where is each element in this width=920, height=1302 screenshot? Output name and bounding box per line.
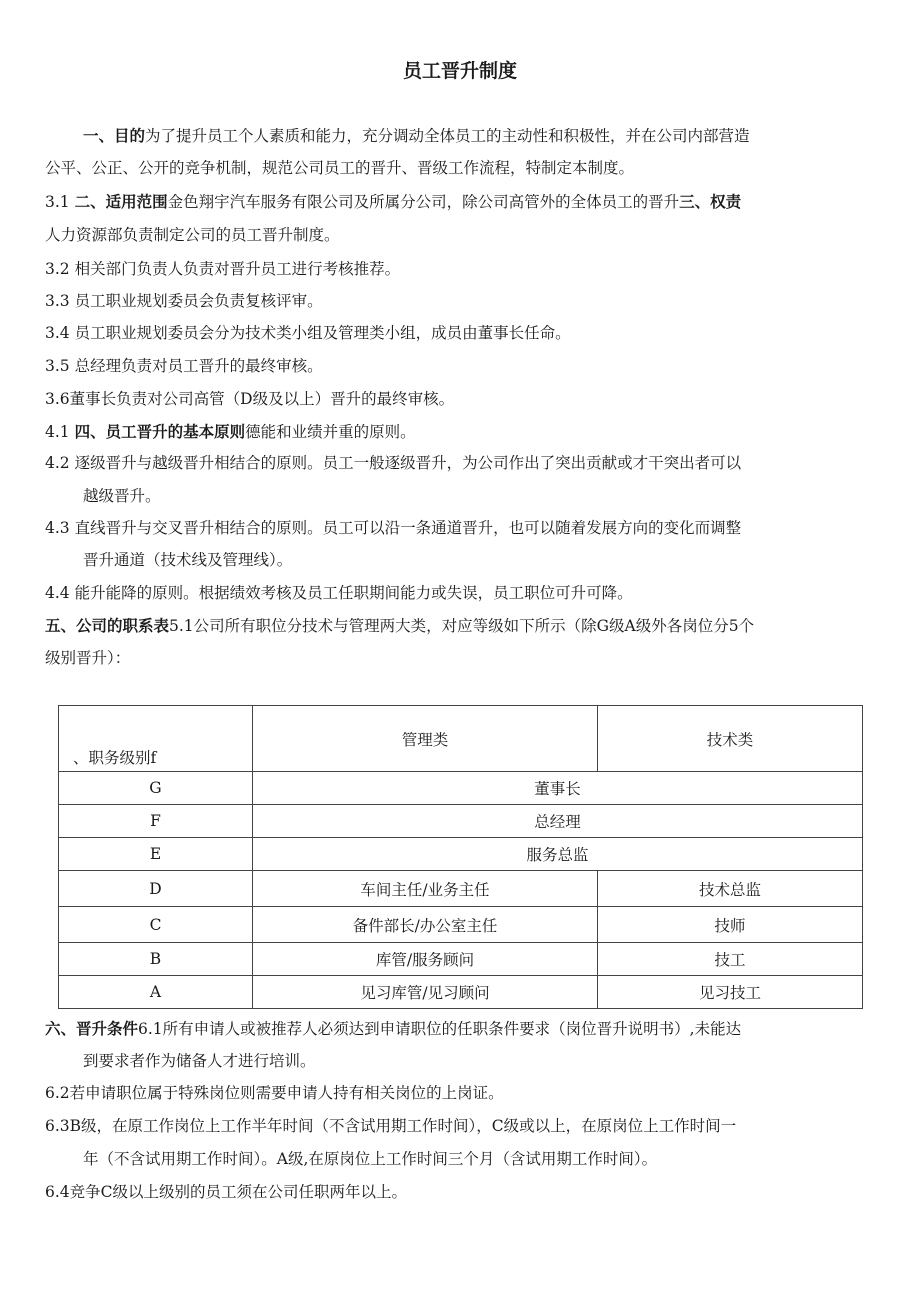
clause-3-1-text: 人力资源部负责制定公司的员工晋升制度。 bbox=[45, 226, 340, 244]
table-row bbox=[59, 976, 863, 1009]
grade-cell: F bbox=[59, 805, 253, 838]
purpose-text-1: 为了提升员工个人素质和能力，充分调动全体员工的主动性和积极性，并在公司内部营造 bbox=[145, 127, 750, 145]
clause-4-2: 4.2 逐级晋升与越级晋升相结合的原则。员工一般逐级晋升，为公司作出了突出贡献或才干突出者可以 bbox=[45, 454, 742, 472]
header-management: 管理类 bbox=[253, 706, 598, 772]
principle-paragraph bbox=[45, 422, 416, 442]
grade-cell: B bbox=[59, 943, 253, 976]
clause-6-2: 6.2若申请职位属于特殊岗位则需要申请人持有相关岗位的上岗证。 bbox=[45, 1084, 504, 1102]
clause-3-3: 3.3 员工职业规划委员会负责复核评审。 bbox=[45, 292, 323, 310]
clause-5-1-text: 5.1公司所有职位分技术与管理两大类，对应等级如下所示（除G级A级外各岗位分5个 bbox=[169, 617, 755, 635]
clause-4-3: 4.3 直线晋升与交叉晋升相结合的原则。员工可以沿一条通道晋升，也可以随着发展方向的变化而调整 bbox=[45, 519, 742, 537]
document-title: 员工晋升制度 bbox=[402, 60, 517, 82]
grade-cell: G bbox=[59, 772, 253, 805]
conditions-heading: 六、晋升条件 bbox=[45, 1020, 139, 1038]
technical-cell: 技师 bbox=[598, 907, 863, 943]
principle-heading: 四、员工晋升的基本原则 bbox=[74, 423, 246, 441]
purpose-heading: 一、目的 bbox=[83, 127, 146, 145]
purpose-text-2: 公平、公正、公开的竞争机制，规范公司员工的晋升、晋级工作流程，特制定本制度。 bbox=[45, 159, 635, 177]
grade-cell: E bbox=[59, 838, 253, 871]
table-row bbox=[59, 838, 863, 871]
grade-table bbox=[58, 705, 863, 1009]
table-row bbox=[59, 772, 863, 805]
clause-4-4: 4.4 能升能降的原则。根据绩效考核及员工任职期间能力或失误，员工职位可升可降。 bbox=[45, 584, 633, 602]
clause-6-1-cont: 到要求者作为储备人才进行培训。 bbox=[83, 1052, 316, 1070]
management-cell: 见习库管/见习顾问 bbox=[253, 976, 598, 1009]
clause-6-4: 6.4竞争C级以上级别的员工须在公司任职两年以上。 bbox=[45, 1183, 408, 1201]
scope-paragraph bbox=[45, 192, 741, 212]
table-row bbox=[59, 943, 863, 976]
table-corner-cell: 、职务级别f bbox=[59, 706, 253, 772]
clause-5-1-cont: 级别晋升）： bbox=[45, 649, 131, 667]
grade-cell: D bbox=[59, 871, 253, 907]
role-cell: 董事长 bbox=[253, 772, 863, 805]
conditions-paragraph bbox=[45, 1019, 741, 1039]
scope-text: 金色翔宇汽车服务有限公司及所属分公司，除公司高管外的全体员工的晋升 bbox=[167, 193, 680, 211]
grade-paragraph bbox=[45, 616, 754, 636]
clause-4-2-cont: 越级晋升。 bbox=[83, 487, 161, 505]
clause-number: 3.1 bbox=[45, 193, 70, 211]
clause-6-3-cont: 年（不含试用期工作时间）。A级,在原岗位上工作时间三个月（含试用期工作时间）。 bbox=[83, 1150, 658, 1168]
header-technical: 技术类 bbox=[598, 706, 863, 772]
technical-cell: 技工 bbox=[598, 943, 863, 976]
table-row bbox=[59, 871, 863, 907]
technical-cell: 技术总监 bbox=[598, 871, 863, 907]
purpose-paragraph bbox=[83, 126, 750, 146]
clause-4-3-cont: 晋升通道（技术线及管理线）。 bbox=[83, 551, 293, 569]
grade-cell: A bbox=[59, 976, 253, 1009]
clause-number: 4.1 bbox=[45, 423, 70, 441]
clause-6-1-text: 6.1所有申请人或被推荐人必须达到申请职位的任职条件要求（岗位晋升说明书）,未能达 bbox=[138, 1020, 742, 1038]
clause-3-6: 3.6董事长负责对公司高管（D级及以上）晋升的最终审核。 bbox=[45, 390, 455, 408]
grade-heading: 五、公司的职系表 bbox=[45, 617, 170, 635]
management-cell: 备件部长/办公室主任 bbox=[253, 907, 598, 943]
role-cell: 服务总监 bbox=[253, 838, 863, 871]
clause-3-5: 3.5 总经理负责对员工晋升的最终审核。 bbox=[45, 357, 323, 375]
management-cell: 库管/服务顾问 bbox=[253, 943, 598, 976]
table-row bbox=[59, 907, 863, 943]
clause-3-4: 3.4 员工职业规划委员会分为技术类小组及管理类小组，成员由董事长任命。 bbox=[45, 324, 571, 342]
management-cell: 车间主任/业务主任 bbox=[253, 871, 598, 907]
clause-6-3: 6.3B级，在原工作岗位上工作半年时间（不含试用期工作时间），C级或以上，在原岗位上工作时间一 bbox=[45, 1117, 737, 1135]
role-cell: 总经理 bbox=[253, 805, 863, 838]
technical-cell: 见习技工 bbox=[598, 976, 863, 1009]
scope-heading: 二、适用范围 bbox=[74, 193, 168, 211]
grade-cell: C bbox=[59, 907, 253, 943]
responsibility-heading: 三、权责 bbox=[679, 193, 742, 211]
clause-4-1-text: 德能和业绩并重的原则。 bbox=[245, 423, 416, 441]
table-header-row bbox=[59, 706, 863, 772]
table-row bbox=[59, 805, 863, 838]
clause-3-2: 3.2 相关部门负责人负责对晋升员工进行考核推荐。 bbox=[45, 260, 401, 278]
